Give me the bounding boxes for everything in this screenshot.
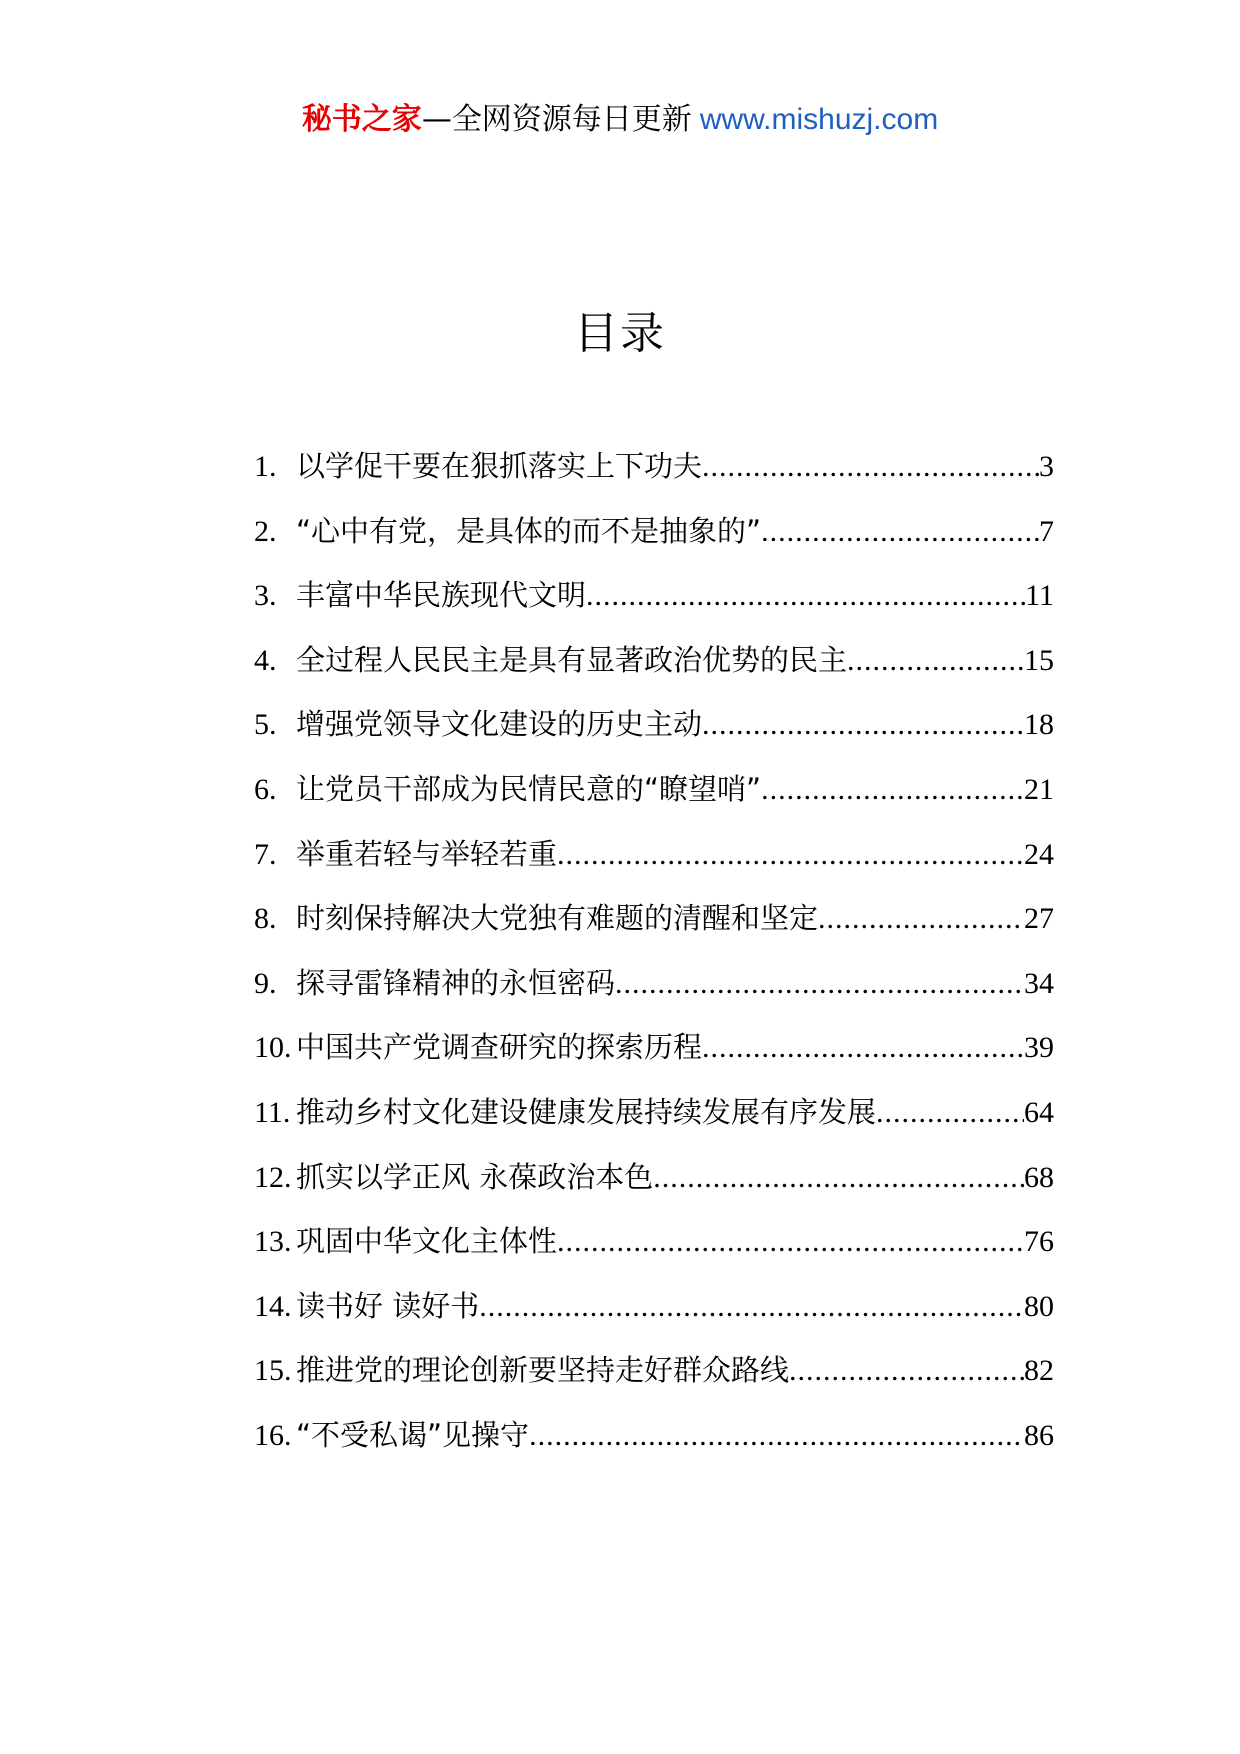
toc-entry-page-number: 76 xyxy=(1024,1225,1054,1259)
toc-entry[interactable] xyxy=(254,1286,1054,1351)
toc-dot-leader xyxy=(876,1093,1024,1133)
toc-dot-leader xyxy=(761,770,1024,810)
toc-entry[interactable] xyxy=(254,898,1054,963)
toc-entry-number: 16. xyxy=(254,1418,292,1452)
toc-entry-title: 举重若轻与举轻若重 xyxy=(296,836,558,871)
toc-dot-leader xyxy=(557,1222,1024,1262)
toc-entry-title: 增强党领导文化建设的历史主动 xyxy=(296,707,703,742)
toc-entry-number: 6. xyxy=(254,772,277,806)
toc-entry-title: 抓实以学正风 永葆政治本色 xyxy=(296,1159,654,1194)
toc-dot-leader xyxy=(702,705,1024,745)
toc-entry[interactable] xyxy=(254,575,1054,640)
brand-name: 秘书之家 xyxy=(301,102,422,137)
site-header xyxy=(0,100,1240,140)
toc-entry-page-number: 24 xyxy=(1024,837,1054,871)
toc-entry-page-number: 18 xyxy=(1024,708,1054,742)
toc-entry[interactable] xyxy=(254,511,1054,576)
toc-entry[interactable] xyxy=(254,1027,1054,1092)
toc-entry[interactable] xyxy=(254,769,1054,834)
toc-entry[interactable] xyxy=(254,1157,1054,1222)
page-title: 目录 xyxy=(574,308,666,359)
toc-entry-page-number: 34 xyxy=(1024,966,1054,1000)
toc-entry-number: 4. xyxy=(254,643,277,677)
toc-entry-title: “心中有党，是具体的而不是抽象的” xyxy=(296,513,762,548)
toc-entry-title: 推进党的理论创新要坚持走好群众路线 xyxy=(296,1353,790,1388)
toc-entry-page-number: 3 xyxy=(1039,450,1054,483)
toc-entry-title: “不受私谒”见操守 xyxy=(296,1417,530,1452)
toc-entry-title: 让党员干部成为民情民意的“瞭望哨” xyxy=(296,771,762,806)
toc-entry-title: 全过程人民民主是具有显著政治优势的民主 xyxy=(296,642,848,677)
toc-entry[interactable] xyxy=(254,446,1054,511)
toc-entry[interactable] xyxy=(254,1092,1054,1157)
toc-entry-title: 丰富中华民族现代文明 xyxy=(296,578,587,613)
toc-entry-number: 9. xyxy=(254,966,277,1000)
toc-entry-page-number: 21 xyxy=(1024,772,1054,806)
toc-entry-page-number: 68 xyxy=(1024,1160,1054,1194)
toc-entry[interactable] xyxy=(254,963,1054,1028)
toc-dot-leader xyxy=(761,512,1039,552)
toc-entry-title: 以学促干要在狠抓落实上下功夫 xyxy=(296,449,703,483)
toc-entry-title: 探寻雷锋精神的永恒密码 xyxy=(296,965,616,1000)
toc-entry-page-number: 11 xyxy=(1025,579,1054,613)
table-of-contents xyxy=(254,446,1054,1480)
toc-entry-number: 14. xyxy=(254,1289,292,1323)
toc-entry-number: 1. xyxy=(254,450,277,483)
toc-entry-number: 7. xyxy=(254,837,277,871)
toc-entry-page-number: 7 xyxy=(1039,514,1054,548)
toc-dot-leader xyxy=(702,1028,1024,1068)
toc-entry[interactable] xyxy=(254,640,1054,705)
toc-entry[interactable] xyxy=(254,1350,1054,1415)
toc-dot-leader xyxy=(818,899,1024,939)
toc-entry-number: 12. xyxy=(254,1160,292,1194)
toc-dot-leader xyxy=(529,1416,1024,1456)
toc-entry-page-number: 80 xyxy=(1024,1289,1054,1323)
toc-entry-page-number: 64 xyxy=(1024,1095,1054,1129)
toc-entry-number: 13. xyxy=(254,1225,292,1259)
toc-entry-number: 15. xyxy=(254,1354,292,1388)
toc-dot-leader xyxy=(479,1287,1024,1327)
toc-entry-page-number: 39 xyxy=(1024,1031,1054,1065)
toc-entry-number: 11. xyxy=(254,1095,291,1129)
toc-entry-number: 5. xyxy=(254,708,277,742)
toc-entry-page-number: 15 xyxy=(1024,643,1054,677)
toc-entry-title: 时刻保持解决大党独有难题的清醒和坚定 xyxy=(296,901,819,936)
toc-dot-leader xyxy=(847,641,1024,681)
toc-entry[interactable] xyxy=(254,1221,1054,1286)
toc-entry-number: 8. xyxy=(254,902,277,936)
toc-entry[interactable] xyxy=(254,1415,1054,1480)
site-url-link[interactable]: www.mishuzj.com xyxy=(699,103,939,136)
toc-entry-title: 巩固中华文化主体性 xyxy=(296,1224,558,1259)
toc-dot-leader xyxy=(615,964,1024,1004)
toc-entry[interactable] xyxy=(254,704,1054,769)
toc-entry-title: 推动乡村文化建设健康发展持续发展有序发展 xyxy=(296,1094,877,1129)
toc-entry-page-number: 27 xyxy=(1024,902,1054,936)
toc-entry[interactable] xyxy=(254,834,1054,899)
toc-entry-page-number: 82 xyxy=(1024,1354,1054,1388)
toc-entry-page-number: 86 xyxy=(1024,1418,1054,1452)
toc-entry-number: 3. xyxy=(254,579,277,613)
toc-entry-title: 读书好 读好书 xyxy=(296,1288,480,1323)
toc-entry-number: 2. xyxy=(254,514,277,548)
toc-dot-leader xyxy=(702,447,1039,487)
toc-dot-leader xyxy=(653,1158,1024,1198)
header-tagline: —全网资源每日更新 xyxy=(421,102,692,137)
toc-dot-leader xyxy=(586,576,1025,616)
toc-dot-leader xyxy=(557,835,1024,875)
toc-entry-title: 中国共产党调查研究的探索历程 xyxy=(296,1030,703,1065)
toc-dot-leader xyxy=(789,1351,1024,1391)
toc-entry-number: 10. xyxy=(254,1031,292,1065)
